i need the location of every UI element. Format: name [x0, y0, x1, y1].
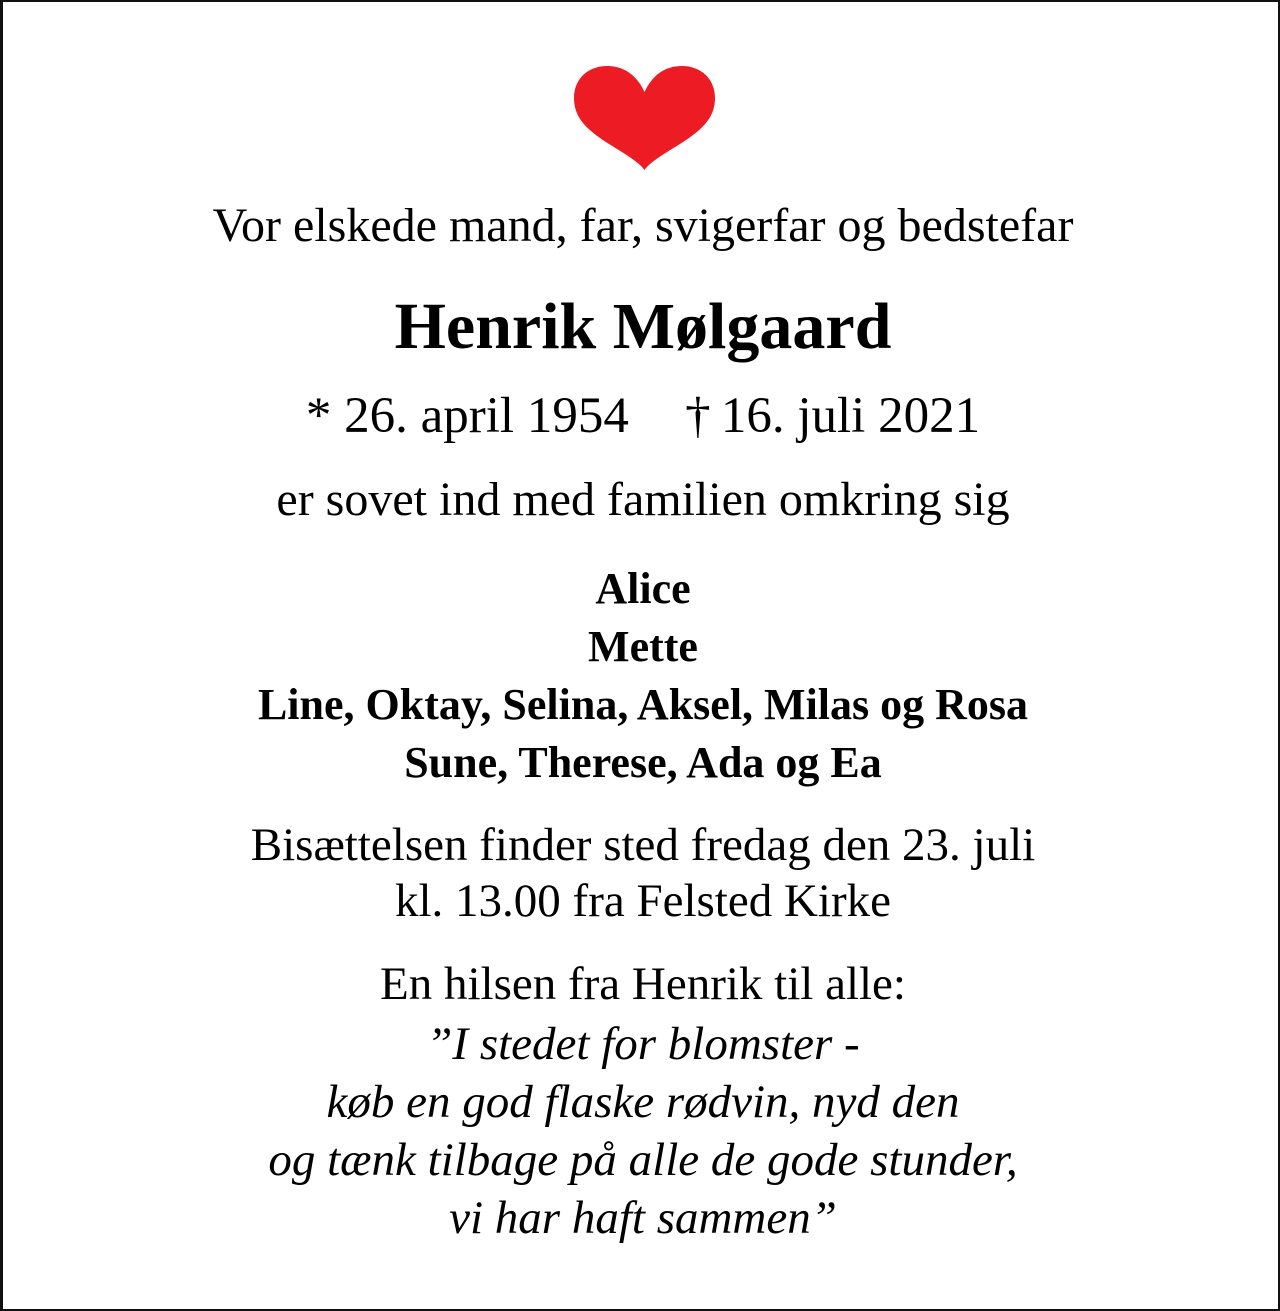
greeting-text: En hilsen fra Henrik til alle: [380, 958, 906, 1010]
family-line: Line, Oktay, Selina, Aksel, Milas og Rosa [257, 680, 1029, 729]
life-dates [3, 387, 1280, 445]
heart-icon [573, 66, 716, 170]
cross-icon: † [685, 388, 711, 444]
funeral-info [3, 817, 1280, 929]
quote-block [3, 1015, 1280, 1247]
quote-line: og tænk tilbage på alle de gode stunder, [268, 1134, 1018, 1186]
funeral-line: Bisættelsen finder sted fredag den 23. juli [250, 819, 1036, 871]
subtitle-text: er sovet ind med familien omkring sig [276, 473, 1010, 526]
quote-line: vi har haft sammen” [449, 1192, 837, 1244]
family-line: Alice [595, 564, 691, 613]
intro-text: Vor elskede mand, far, svigerfar og bedstefar [212, 199, 1074, 252]
funeral-line: kl. 13.00 fra Felsted Kirke [394, 875, 891, 927]
family-list [3, 560, 1280, 792]
deceased-name: Henrik Mølgaard [394, 290, 892, 363]
quote-line: ”I stedet for blomster - [426, 1018, 860, 1070]
quote-line: køb en god flaske rødvin, nyd den [326, 1076, 960, 1128]
death-date: 16. juli 2021 [720, 388, 981, 444]
family-line: Mette [588, 622, 698, 671]
birth-date: * 26. april 1954 [305, 388, 629, 444]
family-line: Sune, Therese, Ada og Ea [404, 738, 882, 787]
